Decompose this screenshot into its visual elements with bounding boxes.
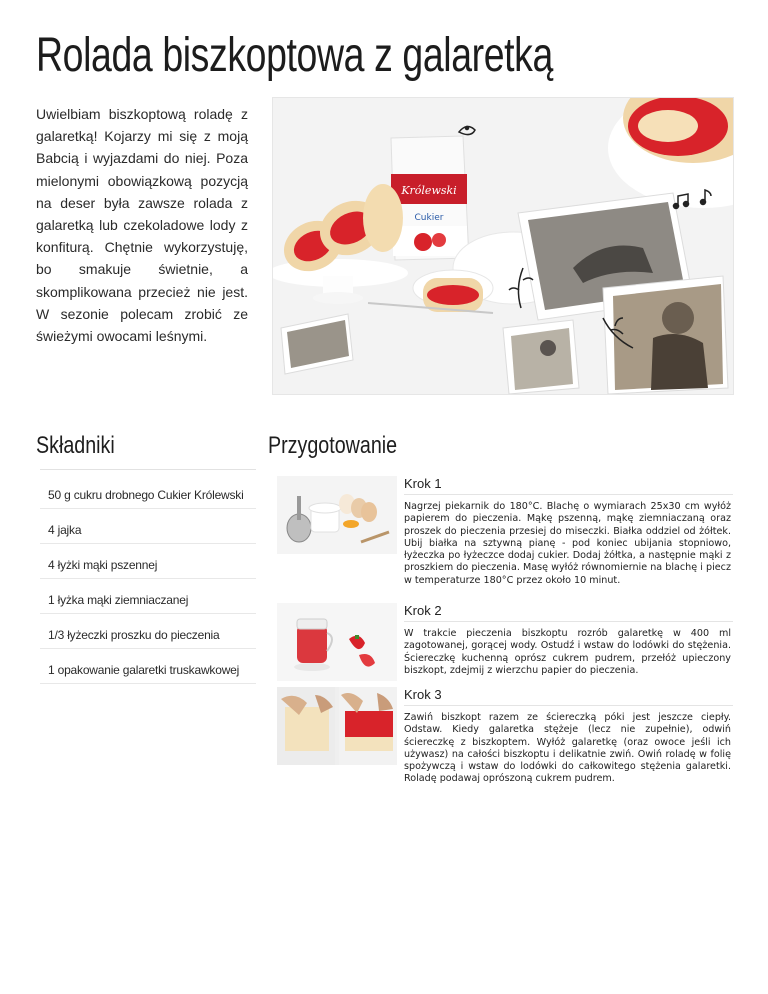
- ingredient-item: 1 opakowanie galaretki truskawkowej: [40, 649, 256, 684]
- page-title: Rolada biszkoptowa z galaretką: [36, 29, 553, 82]
- step-3-text: Zawiń biszkopt razem ze ściereczką póki jest jeszcze ciepły. Odstaw. Kiedy galaretka stężeje (lecz nie zupełnie), odwiń ściereczkę z biszkoptem. Wyłóż galaretkę (oraz owoce jeśli ich używasz) na całości biszkoptu i delikatnie zwiń. Owiń roladę w folię spożywczą i wstaw do lodówki do całkowitego stężenia galaretki. Roladę podawaj oprószoną cukrem pudrem.: [404, 712, 731, 785]
- step-2-label: Krok 2: [404, 603, 733, 622]
- sugar-package: [391, 136, 469, 260]
- step-3: [277, 687, 733, 787]
- ingredient-item: 1/3 łyżeczki proszku do pieczenia: [40, 614, 256, 649]
- hero-photo: [272, 97, 734, 395]
- step-1-text: Nagrzej piekarnik do 180°C. Blachę o wymiarach 25x30 cm wyłóż papierem do pieczenia. Mąkę pszenną, mąkę ziemniaczaną oraz proszek do pieczenia przesiej do miseczki. Białka oddziel od żółtek. Ubij białka na sztywną pianę - pod koniec ubijania stopniowo, łyżeczka po łyżeczce dodaj cukier. Dodaj żółtka, a następnie mąki z proszkiem do pieczenia. Masę wyłóż równomiernie na blachę i piecz w temperaturze 180°C przez około 10 minut.: [404, 501, 731, 586]
- ingredients-heading: Składniki: [36, 432, 115, 459]
- package-brand: Królewski: [401, 184, 457, 197]
- step-1-photo: [277, 476, 397, 554]
- step-3-photo: [277, 687, 397, 765]
- ingredients-list: [40, 469, 256, 684]
- step-2: [277, 603, 733, 683]
- ingredient-item: 4 jajka: [40, 509, 256, 544]
- step-3-label: Krok 3: [404, 687, 733, 706]
- step-2-photo: [277, 603, 397, 681]
- step-2-text: W trakcie pieczenia biszkoptu rozrób galaretkę w 400 ml zagotowanej, gorącej wody. Ostudź i wstaw do lodówki do stężenia. Ściereczkę kuchenną oprósz cukrem pudrem, przełóż upieczony biszkopt, zdejmij z wierzchu papier do pieczenia.: [404, 628, 731, 676]
- package-product: Cukier: [414, 213, 444, 223]
- intro-paragraph: Uwielbiam biszkoptową roladę z galaretką! Kojarzy mi się z moją Babcią i wyjazdami do niej. Poza mielonymi obowiązkową pozycją na deser była zawsze rolada z galaretką lub czekoladowe lody z konfiturą. Chętnie wykorzystuję, bo smakuje świetnie, a skomplikowana przecież nie jest. W sezonie polecam zrobić ze świeżymi owocami leśnymi.: [36, 106, 248, 345]
- step-1: [277, 476, 733, 596]
- step-1-label: Krok 1: [404, 476, 733, 495]
- preparation-heading: Przygotowanie: [268, 432, 398, 459]
- ingredient-item: 50 g cukru drobnego Cukier Królewski: [40, 470, 256, 509]
- ingredient-item: 1 łyżka mąki ziemniaczanej: [40, 579, 256, 614]
- ingredient-item: 4 łyżki mąki pszennej: [40, 544, 256, 579]
